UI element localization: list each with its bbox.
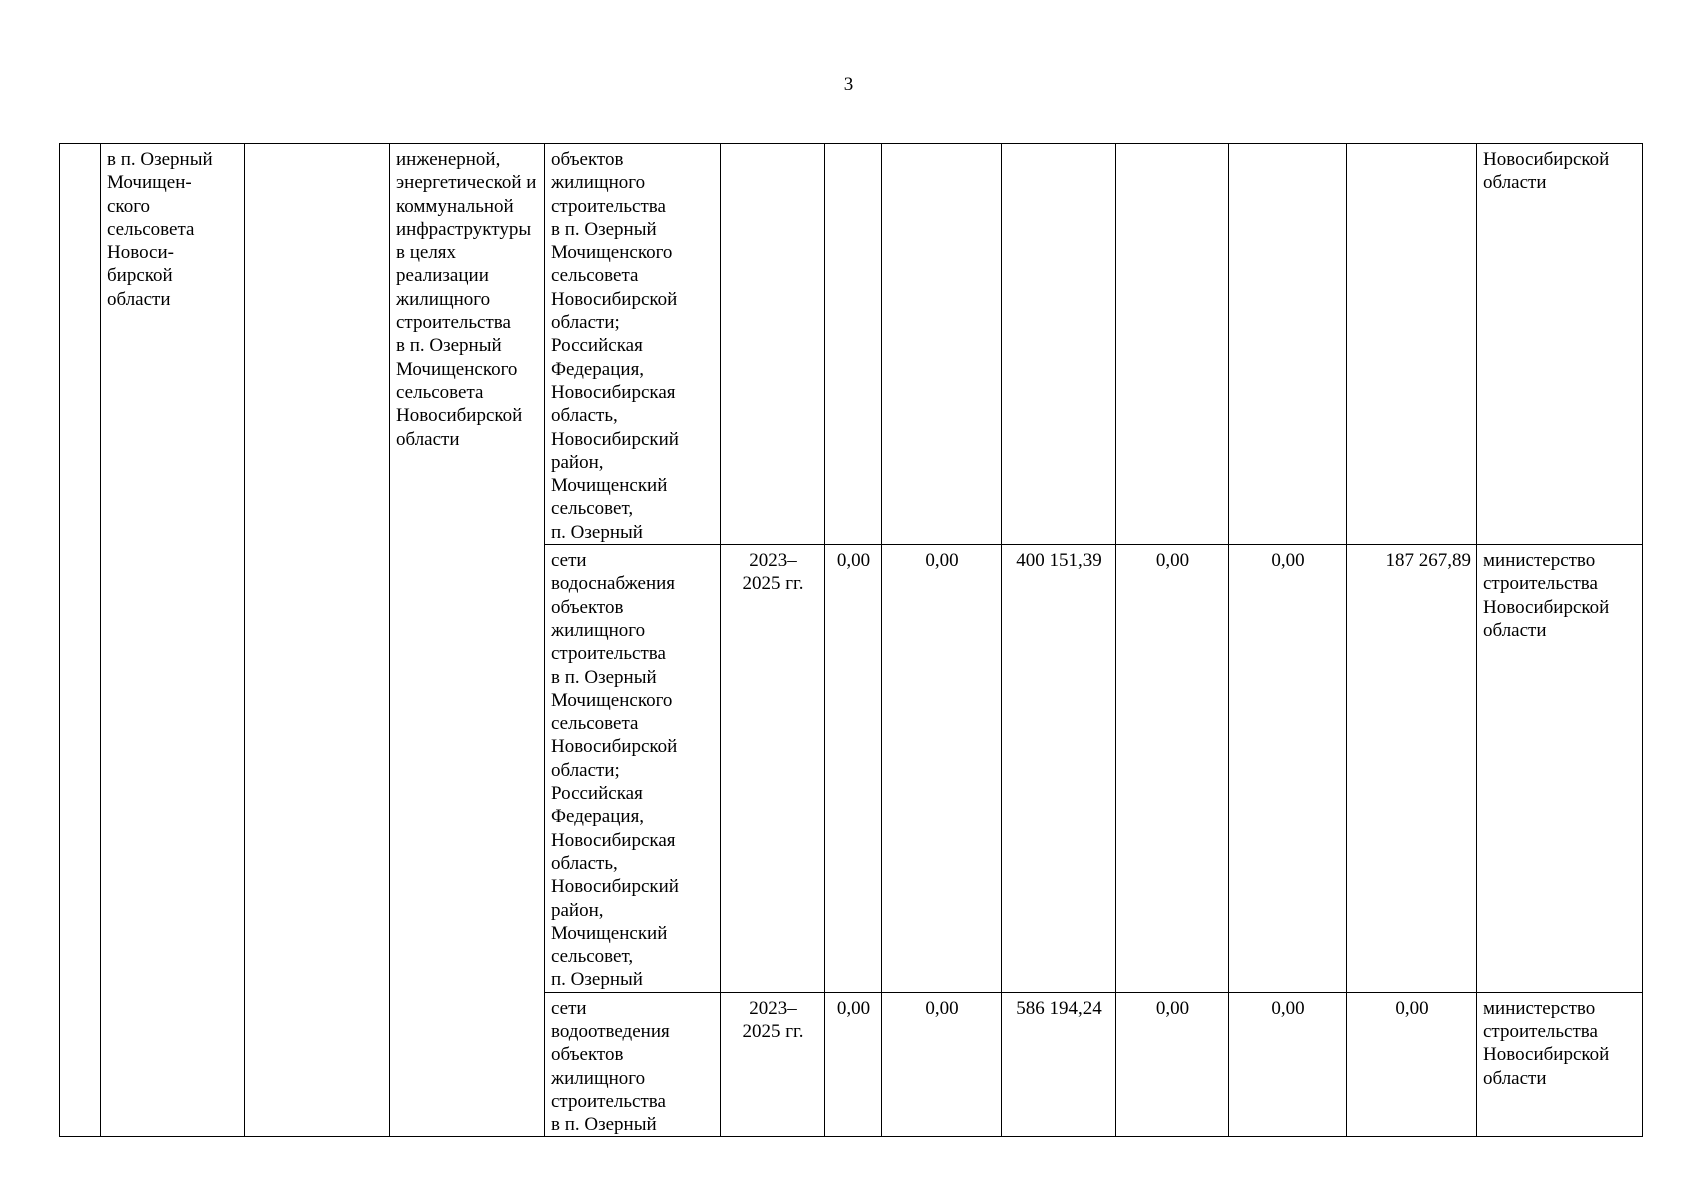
value-cell: 400 151,39 <box>1002 545 1116 993</box>
value-cell: 0,00 <box>825 992 882 1137</box>
value-cell: 0,00 <box>1116 545 1229 993</box>
value-cell: 586 194,24 <box>1002 992 1116 1137</box>
responsible-cell: Новосибирской области <box>1477 144 1643 545</box>
period-cell <box>721 144 825 545</box>
purpose-cell: инженерной, энергетической и коммунальной инфраструктуры в целях реализации жилищного строительства в п. Озерный Мочищенского сельсовета Новосибирской области <box>390 144 545 1137</box>
table-row <box>60 144 1643 545</box>
value-cell: 0,00 <box>825 545 882 993</box>
page-number: 3 <box>843 74 854 95</box>
period-cell: 2023– 2025 гг. <box>721 545 825 993</box>
value-cell <box>1116 144 1229 545</box>
value-cell <box>1229 144 1347 545</box>
value-cell <box>825 144 882 545</box>
description-cell: сети водоотведения объектов жилищного строительства в п. Озерный <box>545 992 721 1137</box>
value-cell: 0,00 <box>1347 992 1477 1137</box>
value-cell: 187 267,89 <box>1347 545 1477 993</box>
value-cell: 0,00 <box>1229 992 1347 1137</box>
responsible-cell: министерство строительства Новосибирской области <box>1477 545 1643 993</box>
period-cell: 2023– 2025 гг. <box>721 992 825 1137</box>
value-cell <box>882 144 1002 545</box>
data-table <box>59 143 1643 1137</box>
description-cell: объектов жилищного строительства в п. Озерный Мочищенского сельсовета Новосибирской области; Российская Федерация, Новосибирская область, Новосибирский район, Мочищенский сельсовет, п. Озерный <box>545 144 721 545</box>
value-cell <box>1002 144 1116 545</box>
description-cell: сети водоснабжения объектов жилищного строительства в п. Озерный Мочищенского сельсовета Новосибирской области; Российская Федерация, Новосибирская область, Новосибирский район, Мочищенский сельсовет, п. Озерный <box>545 545 721 993</box>
value-cell: 0,00 <box>1116 992 1229 1137</box>
value-cell: 0,00 <box>882 545 1002 993</box>
object-name-cell: в п. Озерный Мочищен- ского сельсовета Новоси- бирской области <box>101 144 245 1137</box>
value-cell: 0,00 <box>882 992 1002 1137</box>
value-cell <box>1347 144 1477 545</box>
value-cell: 0,00 <box>1229 545 1347 993</box>
responsible-cell: министерство строительства Новосибирской области <box>1477 992 1643 1137</box>
row-number-cell <box>60 144 101 1137</box>
empty-cell <box>245 144 390 1137</box>
